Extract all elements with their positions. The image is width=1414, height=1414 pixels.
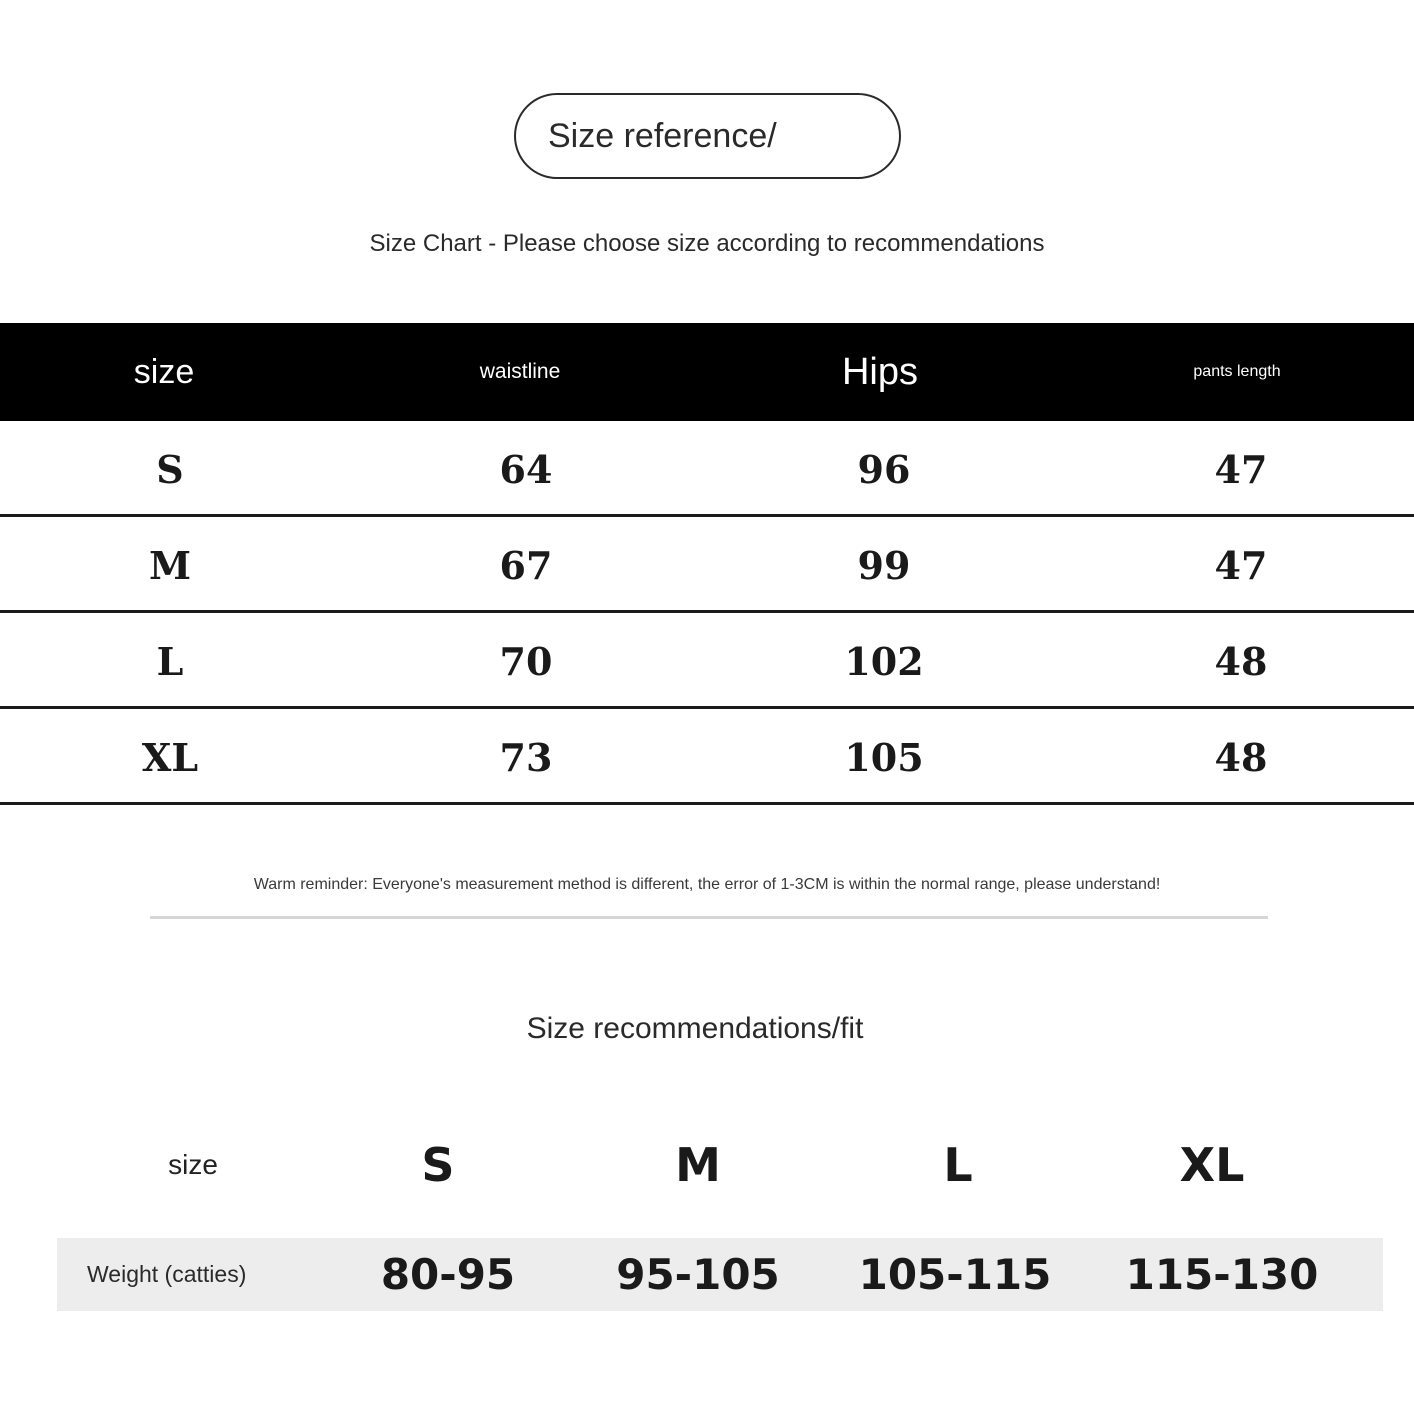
table-row [0, 613, 1414, 709]
weight-range: 115-130 [1125, 1250, 1319, 1299]
page-subtitle: Size Chart - Please choose size according to recommendations [369, 230, 1045, 257]
recommendation-size: XL [1179, 1138, 1245, 1192]
table-row [0, 709, 1414, 805]
column-header-size: size [133, 352, 195, 391]
table-cell-pants-length: 47 [1214, 446, 1268, 492]
recommendations-title: Size recommendations/fit [526, 1012, 864, 1045]
table-cell-hips: 102 [844, 638, 924, 684]
table-cell-waistline: 64 [499, 446, 553, 492]
divider [150, 916, 1268, 919]
recommendation-weight-row [57, 1238, 1383, 1311]
table-cell-hips: 105 [844, 734, 924, 780]
table-cell-waistline: 67 [499, 542, 553, 588]
recommendation-size: L [943, 1138, 973, 1192]
table-row [0, 421, 1414, 517]
column-header-hips: Hips [841, 350, 919, 393]
table-cell-size: M [148, 542, 192, 588]
weight-label: Weight (catties) [87, 1261, 247, 1287]
recommendation-size: M [675, 1138, 721, 1192]
title-badge [514, 93, 901, 179]
recommendation-size: S [421, 1138, 455, 1192]
recommendation-size-row [0, 1130, 1414, 1200]
weight-range: 105-115 [858, 1250, 1052, 1299]
table-cell-hips: 99 [857, 542, 911, 588]
table-cell-size: XL [141, 734, 199, 780]
table-cell-size: L [156, 638, 184, 684]
table-cell-pants-length: 48 [1214, 734, 1268, 780]
table-cell-waistline: 70 [499, 638, 553, 684]
table-cell-pants-length: 48 [1214, 638, 1268, 684]
weight-range: 95-105 [616, 1250, 780, 1299]
table-cell-size: S [156, 446, 184, 492]
table-cell-pants-length: 47 [1214, 542, 1268, 588]
size-table-header [0, 323, 1414, 421]
recommendation-size-label: size [168, 1149, 218, 1180]
table-row [0, 517, 1414, 613]
table-cell-hips: 96 [857, 446, 911, 492]
weight-range: 80-95 [380, 1250, 516, 1299]
column-header-pants-length: pants length [1193, 363, 1281, 380]
page-title: Size reference/ [548, 116, 777, 155]
column-header-waistline: waistline [479, 360, 561, 383]
measurement-reminder: Warm reminder: Everyone's measurement method is different, the error of 1-3CM is within the normal range, please understand! [253, 876, 1161, 893]
table-cell-waistline: 73 [499, 734, 553, 780]
